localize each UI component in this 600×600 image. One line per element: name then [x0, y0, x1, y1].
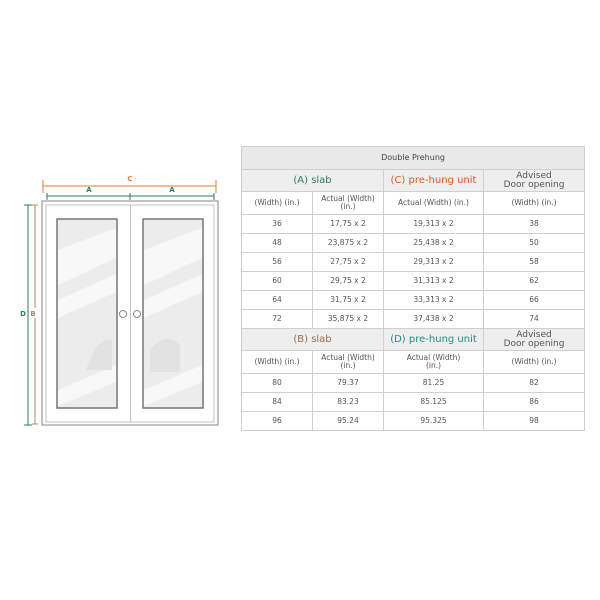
table-body-group2 — [242, 374, 585, 431]
col-actual-line2: (in.) — [340, 361, 356, 370]
col-width-header: (Width) (in.) — [242, 192, 313, 215]
table-row — [242, 291, 585, 310]
table-cell: 48 — [242, 234, 313, 253]
table-cell: 37,438 x 2 — [384, 310, 484, 329]
table-row — [242, 310, 585, 329]
slab-a-label: slab — [311, 174, 332, 186]
col-actual-width-header — [313, 192, 384, 215]
col-advised-width-header: (Width) (in.) — [484, 351, 585, 374]
col-actual-line1: Actual (Width) — [321, 353, 375, 362]
table-cell: 58 — [484, 253, 585, 272]
table-cell: 98 — [484, 412, 585, 431]
table-row — [242, 412, 585, 431]
door-diagram — [0, 0, 240, 600]
table-cell: 72 — [242, 310, 313, 329]
table-cell: 62 — [484, 272, 585, 291]
table-cell: 82 — [484, 374, 585, 393]
col-actual-width-header — [313, 351, 384, 374]
prehung-c-label: pre-hung unit — [408, 174, 477, 186]
advised-line2: Door opening — [503, 338, 565, 349]
right-door-knob — [134, 311, 141, 318]
table-cell: 36 — [242, 215, 313, 234]
dimension-a-right-label: A — [169, 186, 175, 194]
table-cell: 60 — [242, 272, 313, 291]
table-cell: 74 — [484, 310, 585, 329]
slab-b-label: slab — [311, 333, 332, 345]
dimension-c-label: C — [127, 175, 133, 183]
table-cell: 25,438 x 2 — [384, 234, 484, 253]
table-cell: 66 — [484, 291, 585, 310]
prehung-d-key: (D) — [390, 333, 406, 345]
dimension-b — [29, 205, 38, 424]
right-glass-panel — [143, 219, 203, 408]
advised-line2: Door opening — [503, 179, 565, 190]
table-cell: 50 — [484, 234, 585, 253]
prehung-d-header — [384, 329, 484, 351]
table-cell: 19,313 x 2 — [384, 215, 484, 234]
table-cell: 81.25 — [384, 374, 484, 393]
table-cell: 27,75 x 2 — [313, 253, 384, 272]
table-cell: 80 — [242, 374, 313, 393]
table-row — [242, 253, 585, 272]
table-row — [242, 393, 585, 412]
col-advised-width-header: (Width) (in.) — [484, 192, 585, 215]
dimension-c — [43, 175, 216, 193]
col-actual-line1: Actual (Width) — [321, 194, 375, 203]
prehung-c-key: (C) — [390, 174, 406, 186]
table-cell: 38 — [484, 215, 585, 234]
col-actual-line2: (in.) — [340, 202, 356, 211]
table-cell: 56 — [242, 253, 313, 272]
table-cell: 95.325 — [384, 412, 484, 431]
slab-b-key: (B) — [293, 333, 308, 345]
table-cell: 33,313 x 2 — [384, 291, 484, 310]
table-body-group1 — [242, 215, 585, 329]
table-cell: 96 — [242, 412, 313, 431]
dimension-d-label: D — [20, 310, 26, 318]
advised-line1: Advised — [516, 170, 552, 181]
size-table — [241, 146, 585, 431]
subheader-row — [242, 192, 585, 215]
table-row — [242, 374, 585, 393]
advised-opening-header — [484, 170, 585, 192]
table-cell: 29,313 x 2 — [384, 253, 484, 272]
left-glass-panel — [57, 219, 117, 408]
table-row — [242, 272, 585, 291]
col-unit-actual-line1: Actual (Width) — [406, 353, 461, 362]
table-cell: 23,875 x 2 — [313, 234, 384, 253]
table-cell: 95.24 — [313, 412, 384, 431]
group-header-row — [242, 170, 585, 192]
table-cell: 86 — [484, 393, 585, 412]
col-width-header: (Width) (in.) — [242, 351, 313, 374]
table-cell: 17,75 x 2 — [313, 215, 384, 234]
left-door-knob — [120, 311, 127, 318]
advised-opening-header — [484, 329, 585, 351]
table-cell: 79.37 — [313, 374, 384, 393]
advised-line1: Advised — [516, 329, 552, 340]
table-cell: 85.125 — [384, 393, 484, 412]
table-title: Double Prehung — [242, 147, 585, 170]
subheader-row — [242, 351, 585, 374]
prehung-d-label: pre-hung unit — [408, 333, 477, 345]
col-unit-actual-width-header — [384, 351, 484, 374]
table-title-row — [242, 147, 585, 170]
table-cell: 35,875 x 2 — [313, 310, 384, 329]
group-header-row — [242, 329, 585, 351]
table-row — [242, 234, 585, 253]
table-cell: 31,75 x 2 — [313, 291, 384, 310]
slab-b-header — [242, 329, 384, 351]
table-cell: 31,313 x 2 — [384, 272, 484, 291]
prehung-c-header — [384, 170, 484, 192]
table-cell: 83.23 — [313, 393, 384, 412]
dimension-b-label: B — [30, 310, 36, 318]
table-cell: 64 — [242, 291, 313, 310]
col-unit-actual-line2: (in.) — [425, 361, 442, 370]
slab-a-key: (A) — [293, 174, 308, 186]
slab-a-header — [242, 170, 384, 192]
col-unit-actual-width-header: Actual (Width) (in.) — [384, 192, 484, 215]
table-row — [242, 215, 585, 234]
table-cell: 84 — [242, 393, 313, 412]
dimension-a-left-label: A — [86, 186, 92, 194]
dimension-a — [47, 186, 214, 200]
table-cell: 29,75 x 2 — [313, 272, 384, 291]
